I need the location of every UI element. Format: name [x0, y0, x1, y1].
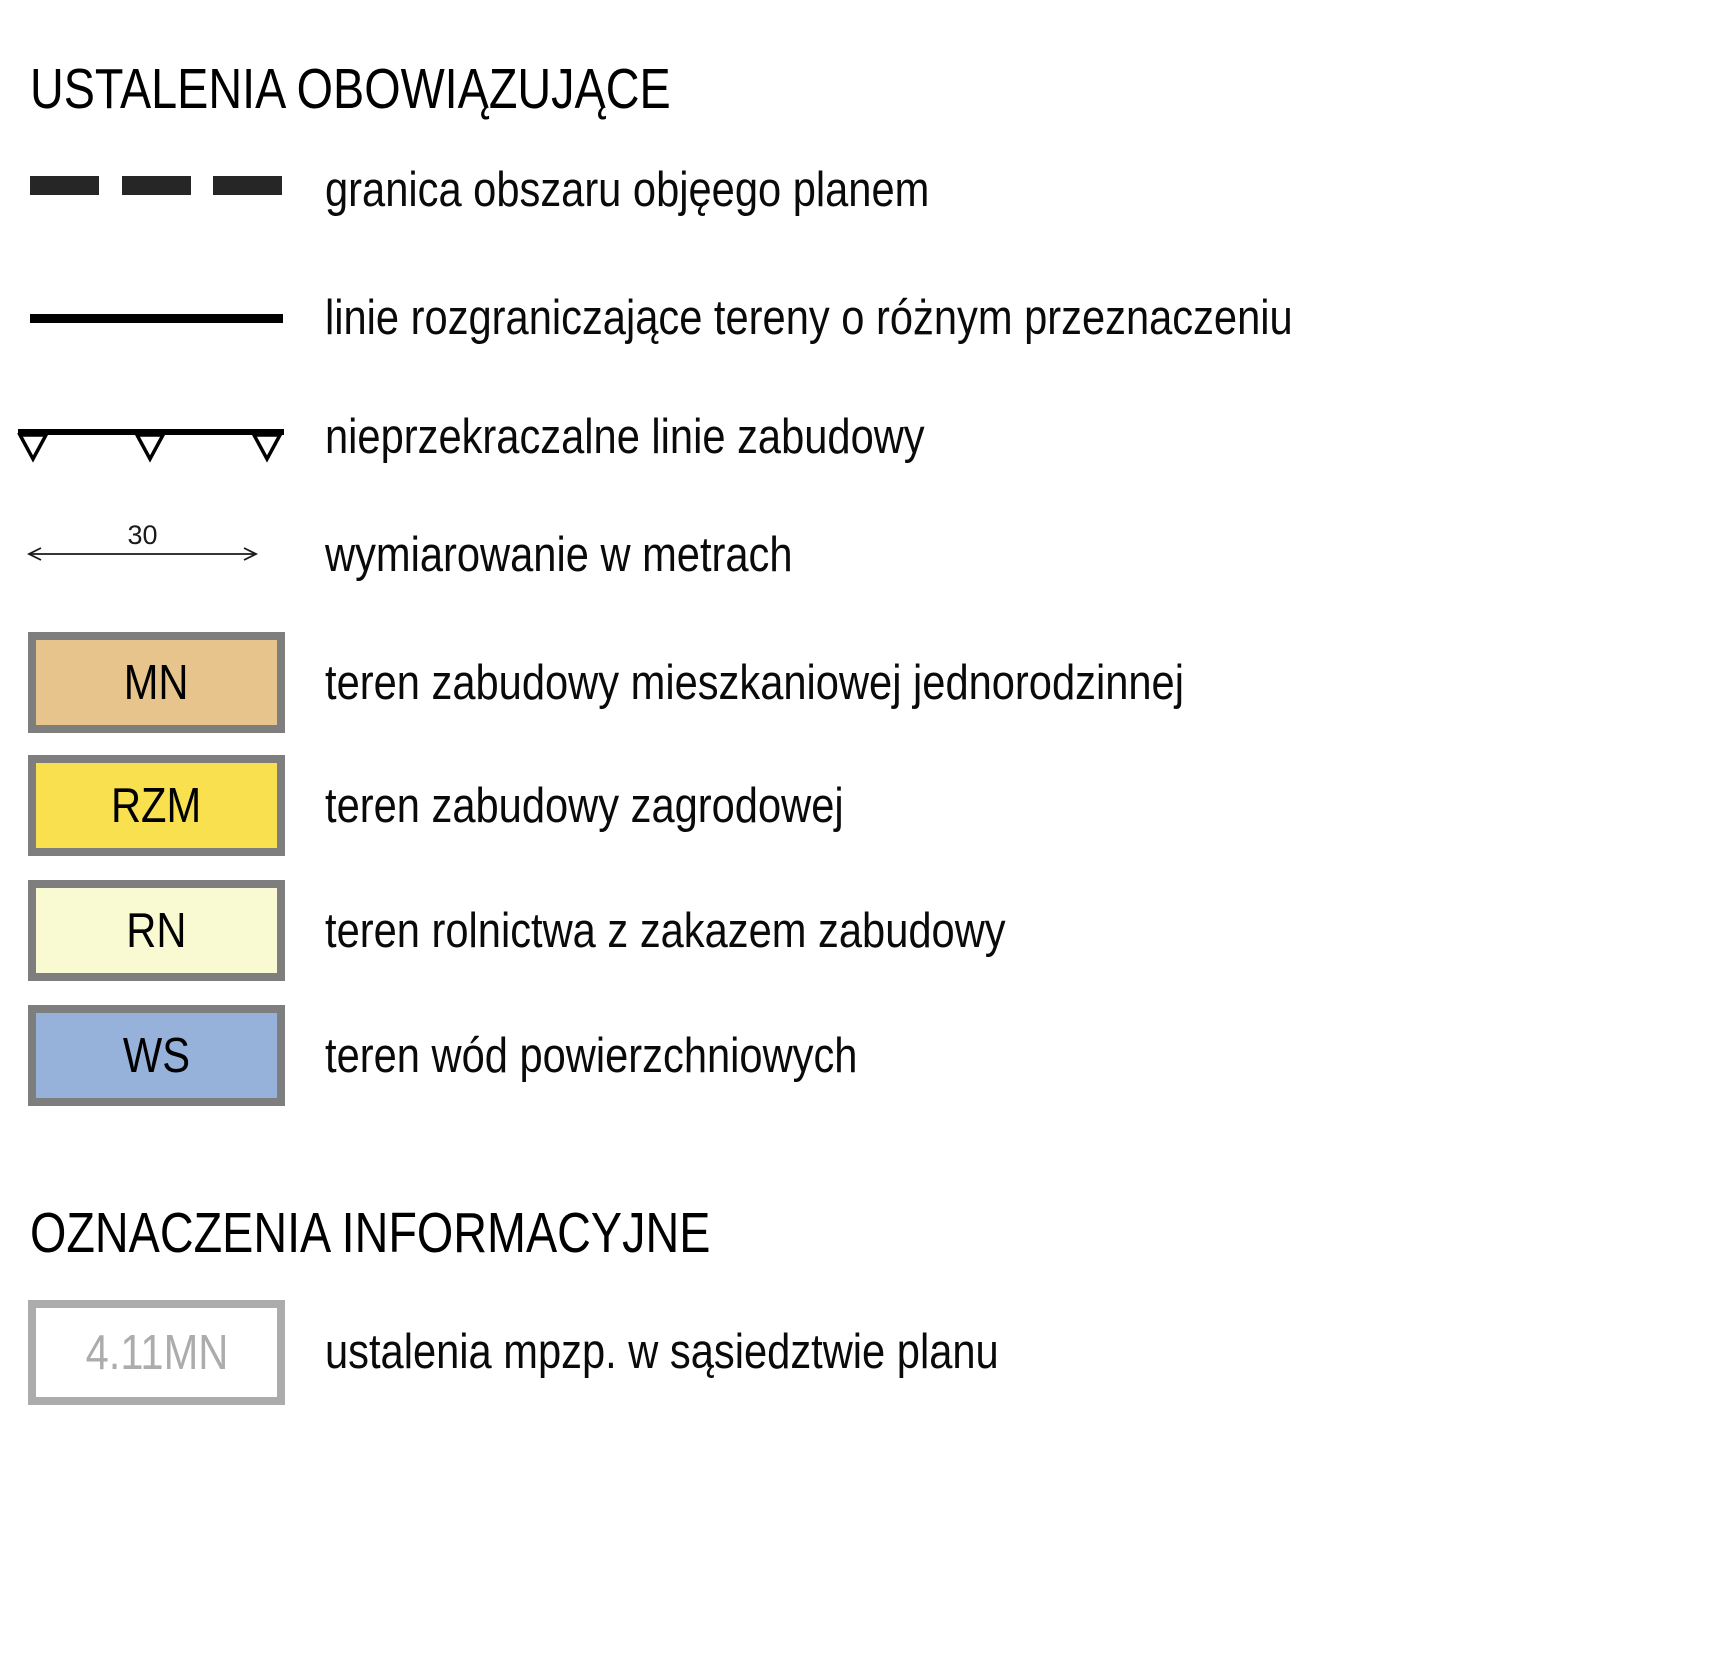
setback-line-icon: [15, 424, 287, 468]
zone-swatch-rzm: [28, 755, 285, 856]
zone-swatch-mn: [28, 632, 285, 733]
section-title-binding-provisions: [30, 56, 811, 122]
plan-boundary-symbol: [30, 176, 282, 195]
boundary-dash: [30, 176, 99, 195]
section-title-text: USTALENIA OBOWIĄZUJĄCE: [30, 57, 671, 121]
double-arrow-icon: [25, 546, 260, 562]
legend-label-setback-lines: nieprzekraczalne linie zabudowy: [325, 410, 925, 464]
legend-label-mn: teren zabudowy mieszkaniowej jednorodzinnej: [325, 656, 1184, 710]
zone-code-rzm: RZM: [111, 778, 202, 833]
legend-label-ws: teren wód powierzchniowych: [325, 1029, 858, 1083]
zone-code-rn: RN: [126, 903, 187, 958]
legend-label-plan-boundary: granica obszaru objęego planem: [325, 163, 930, 217]
dimension-arrow-symbol: [25, 546, 260, 567]
boundary-dash: [122, 176, 191, 195]
zone-code-mn: MN: [124, 655, 189, 710]
legend-label-rzm: teren zabudowy zagrodowej: [325, 779, 844, 833]
zone-swatch-ws: [28, 1005, 285, 1106]
section-title-text: OZNACZENIA INFORMACYJNE: [30, 1201, 711, 1265]
ref-swatch-411mn: [28, 1300, 285, 1405]
boundary-dash: [213, 176, 282, 195]
legend-label-neighbouring-plan: ustalenia mpzp. w sąsiedztwie planu: [325, 1325, 999, 1379]
setback-line-symbol: [15, 424, 287, 473]
ref-code-411mn: 4.11MN: [85, 1325, 228, 1380]
legend-label-dimensioning: wymiarowanie w metrach: [325, 528, 793, 582]
dimension-value: 30: [127, 520, 158, 550]
legend-label-dividing-lines: linie rozgraniczające tereny o różnym przeznaczeniu: [325, 291, 1293, 345]
zone-swatch-rn: [28, 880, 285, 981]
section-title-informational: [30, 1200, 860, 1266]
zone-code-ws: WS: [122, 1028, 191, 1083]
legend-label-rn: teren rolnictwa z zakazem zabudowy: [325, 904, 1006, 958]
dividing-line-symbol: [30, 314, 283, 323]
